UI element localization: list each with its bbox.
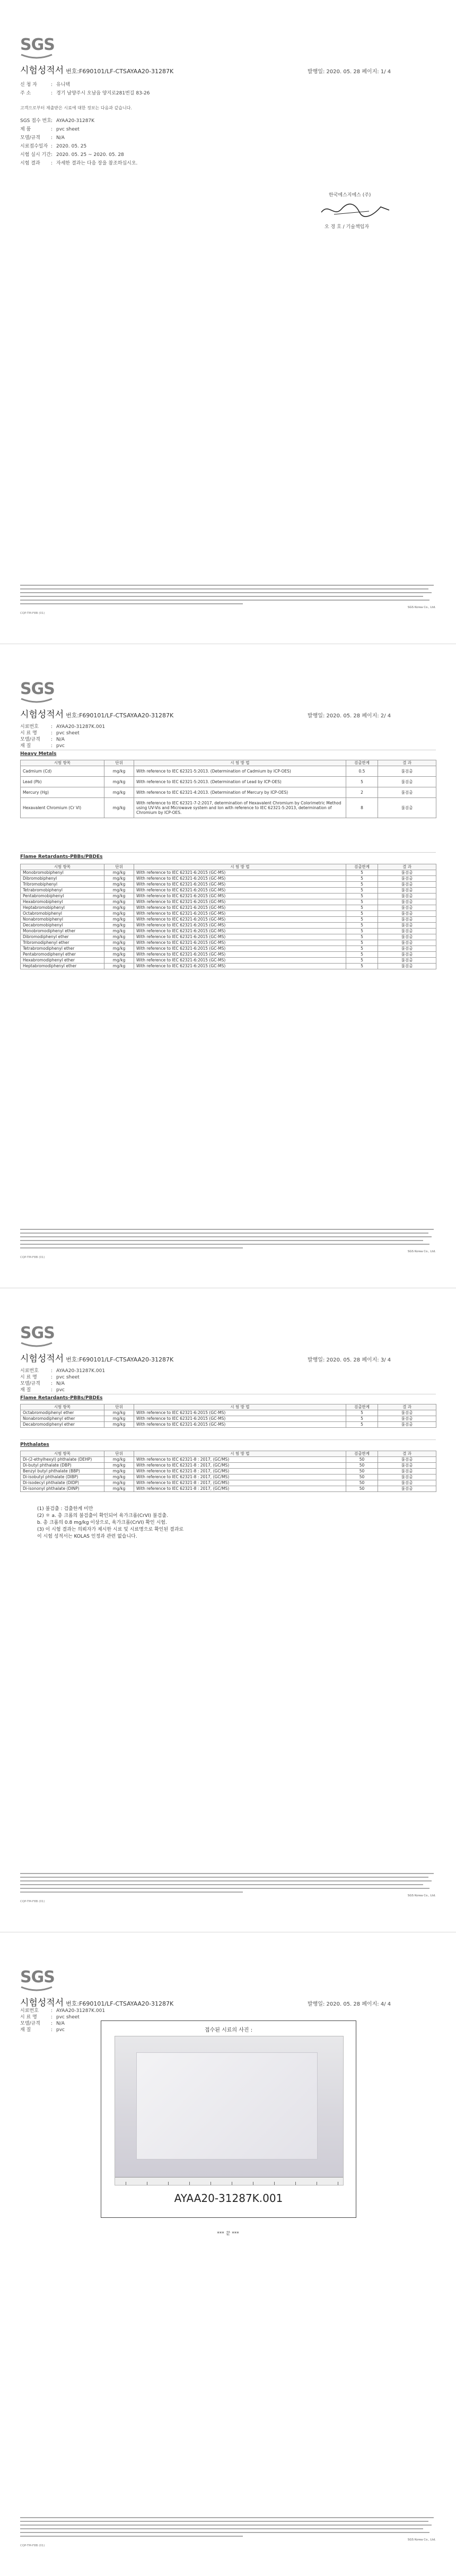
footer-address: SGS Korea Co., Ltd. <box>407 1894 436 1897</box>
pvc-sheet-image <box>136 2052 318 2159</box>
footer-code: CQP-TM-F8B (01) <box>20 1256 45 1259</box>
issue-info: 발행일: 2020. 05. 28 페이지: 1/ 4 <box>308 69 391 75</box>
table-row: Cadmium (Cd) mg/kg With reference to IEC 62321-5:2013. (Determination of Cadmium by ICP-OES) 0.5 불검출 <box>21 766 436 777</box>
table-row: Hexabromodiphenyl ether mg/kg With reference to IEC 62321-6:2015 (GC-MS) 5 불검출 <box>21 958 436 964</box>
table-row: Decabromodiphenyl ether mg/kg With reference to IEC 62321-6:2015 (GC-MS) 5 불검출 <box>21 1422 436 1428</box>
page-title: 시험성적서 번호:F690101/LF-CTSAYAA20-31287K <box>20 709 174 720</box>
table-header-row: 시험 항목 단위 시 험 방 법 검출한계 결 과 <box>21 864 436 870</box>
field-sample-name: 시 료 명 : pvc sheet <box>20 2015 80 2020</box>
report-number: 번호:F690101/LF-CTSAYAA20-31287K <box>66 712 174 719</box>
logo-arc-icon <box>20 698 53 703</box>
table-row: Monobromodiphenyl ether mg/kg With reference to IEC 62321-6:2015 (GC-MS) 5 불검출 <box>21 929 436 934</box>
table-row: Di-butyl phthalate (DBP) mg/kg With reference to IEC 62321-8 : 2017, (GC/MS) 50 불검출 <box>21 1463 436 1469</box>
note-line: (1) 불검출 : 검출한계 미만 <box>37 1506 93 1512</box>
photo-title: 접수된 시료의 사진 : <box>204 2027 253 2033</box>
field-applicant: 신 청 자 : 유니텍 <box>20 82 71 88</box>
logo-text: SGS <box>20 1324 55 1342</box>
table-row: Pentabromobiphenyl mg/kg With reference to IEC 62321-6:2015 (GC-MS) 5 불검출 <box>21 894 436 899</box>
table-row: Heptabromobiphenyl mg/kg With reference to IEC 62321-6:2015 (GC-MS) 5 불검출 <box>21 905 436 911</box>
flame-retardants-table <box>20 864 436 969</box>
logo-arc-icon <box>20 54 53 59</box>
logo-text: SGS <box>20 680 55 698</box>
field-sample-no: 시료번호 : AYAA20-31287K.001 <box>20 2008 106 2014</box>
field-test-period: 시험 실시 기간: 2020. 05. 25 ~ 2020. 05. 28 <box>20 152 124 158</box>
logo-text: SGS <box>20 36 55 54</box>
sample-id-caption: AYAA20-31287K.001 <box>174 2192 283 2205</box>
field-model: 모델/규격 : N/A <box>20 135 65 141</box>
page-1 <box>0 0 456 644</box>
footer-code: CQP-TM-F8B (01) <box>20 2544 45 2547</box>
page-3 <box>0 1288 456 1932</box>
table-row: Hexabromobiphenyl mg/kg With reference to IEC 62321-6:2015 (GC-MS) 5 불검출 <box>21 899 436 905</box>
field-sample-no: 시료번호 : AYAA20-31287K.001 <box>20 724 106 730</box>
field-model: 모델/규격 : N/A <box>20 737 65 742</box>
field-product: 제 품 : pvc sheet <box>20 127 80 132</box>
flame-retardants-table-cont <box>20 1404 436 1428</box>
table-row: Nonabromobiphenyl mg/kg With reference to IEC 62321-6:2015 (GC-MS) 5 불검출 <box>21 917 436 923</box>
note-line: (3) 이 시험 결과는 의뢰자가 제시한 시료 및 시료명으로 확인된 결과로 <box>37 1527 184 1532</box>
table-row: Di-isononyl phthalate (DINP) mg/kg With reference to IEC 62321-8 : 2017, (GC/MS) 50 불검출 <box>21 1486 436 1492</box>
heavy-metals-table <box>20 760 436 818</box>
issue-info: 발행일: 2020. 05. 28 페이지: 2/ 4 <box>308 713 391 719</box>
table-row: Hexavalent Chromium (Cr VI) mg/kg With reference to IEC 62321-7-2:2017, determination of Hexavalent Chromium by Colorimetric Method using UV-Vis and Microwave system and Ion with reference to IEC 62321-5:2013, determination of Chromium by ICP-OES. 8 불검출 <box>21 798 436 818</box>
footer-address: SGS Korea Co., Ltd. <box>407 2538 436 2542</box>
footer-address: SGS Korea Co., Ltd. <box>407 1250 436 1253</box>
field-received: 시료접수일자 : 2020. 05. 25 <box>20 144 87 149</box>
field-result: 시험 결과 : 자세한 결과는 다음 장을 참조하십시오. <box>20 161 138 166</box>
signer-name: 오 경 호 / 기술책임자 <box>325 224 370 230</box>
report-number: 번호:F690101/LF-CTSAYAA20-31287K <box>66 1356 174 1363</box>
table-row: Tribromodiphenyl ether mg/kg With reference to IEC 62321-6:2015 (GC-MS) 5 불검출 <box>21 940 436 946</box>
notice-text: 고객으로부터 제출받은 시료에 대한 정보는 다음과 같습니다. <box>20 106 132 110</box>
table-row: Dibromodiphenyl ether mg/kg With reference to IEC 62321-6:2015 (GC-MS) 5 불검출 <box>21 934 436 940</box>
table-row: Heptabromodiphenyl ether mg/kg With reference to IEC 62321-6:2015 (GC-MS) 5 불검출 <box>21 964 436 969</box>
table-row: Nonabromodiphenyl ether mg/kg With reference to IEC 62321-6:2015 (GC-MS) 5 불검출 <box>21 1416 436 1422</box>
sgs-logo <box>20 37 53 59</box>
table-row: Mercury (Hg) mg/kg With reference to IEC 62321-4:2013. (Determination of Mercury by ICP-OES) 2 불검출 <box>21 787 436 798</box>
table-header-row: 시험 항목 단위 시 험 방 법 검출한계 결 과 <box>21 760 436 766</box>
table-row: Pentabromodiphenyl ether mg/kg With reference to IEC 62321-6:2015 (GC-MS) 5 불검출 <box>21 952 436 958</box>
section-heavy-metals: Heavy Metals <box>20 751 57 757</box>
table-row: Tetrabromobiphenyl mg/kg With reference to IEC 62321-6:2015 (GC-MS) 5 불검출 <box>21 888 436 894</box>
table-row: Dibromobiphenyl mg/kg With reference to IEC 62321-6:2015 (GC-MS) 5 불검출 <box>21 876 436 882</box>
footer-address: SGS Korea Co., Ltd. <box>407 606 436 609</box>
logo-arc-icon <box>20 1342 53 1347</box>
table-row: Benzyl butyl phthalate (BBP) mg/kg With reference to IEC 62321-8 : 2017, (GC/MS) 50 불검출 <box>21 1469 436 1475</box>
table-row: Di-isodecyl phthalate (DIDP) mg/kg With reference to IEC 62321-8 : 2017, (GC/MS) 50 불검출 <box>21 1480 436 1486</box>
issue-info: 발행일: 2020. 05. 28 페이지: 4/ 4 <box>308 2001 391 2007</box>
page-2 <box>0 644 456 1288</box>
logo-text: SGS <box>20 1968 55 1987</box>
page-title: 시험성적서 번호:F690101/LF-CTSAYAA20-31287K <box>20 1998 174 2008</box>
field-sample-name: 시 료 명 : pvc sheet <box>20 731 80 736</box>
field-sample-no: 시료번호 : AYAA20-31287K.001 <box>20 1368 106 1374</box>
issue-info: 발행일: 2020. 05. 28 페이지: 3/ 4 <box>308 1357 391 1363</box>
field-model: 모델/규격 : N/A <box>20 1381 65 1386</box>
field-address: 주 소 : 경기 남양주시 오남읍 양지로281번길 83-26 <box>20 91 150 96</box>
field-sample-name: 시 료 명 : pvc sheet <box>20 1375 80 1380</box>
table-row: Tetrabromodiphenyl ether mg/kg With reference to IEC 62321-6:2015 (GC-MS) 5 불검출 <box>21 946 436 952</box>
logo-arc-icon <box>20 1986 53 1991</box>
table-row: Octabromobiphenyl mg/kg With reference to IEC 62321-6:2015 (GC-MS) 5 불검출 <box>21 911 436 917</box>
sample-photo-frame <box>101 2020 356 2218</box>
field-material: 재 질 : pvc <box>20 743 65 749</box>
table-header-row: 시험 항목 단위 시 험 방 법 검출한계 결 과 <box>21 1404 436 1410</box>
end-mark: *** 끝 *** <box>217 2231 239 2236</box>
field-material: 재 질 : pvc <box>20 1387 65 1393</box>
phthalates-table <box>20 1451 436 1492</box>
sgs-logo <box>20 1325 53 1347</box>
section-flame-retardants: Flame Retardants-PBBs/PBDEs <box>20 854 103 860</box>
page-title: 시험성적서 번호:F690101/LF-CTSAYAA20-31287K <box>20 1354 174 1364</box>
sgs-logo <box>20 681 53 703</box>
legal-footer <box>20 1872 436 1904</box>
note-line: (2) ＊ a. 총 크롬의 불검출이 확인되어 육가크롬(CrVI) 불검출. <box>37 1513 168 1519</box>
report-number: 번호:F690101/LF-CTSAYAA20-31287K <box>66 68 174 75</box>
legal-footer <box>20 1228 436 1260</box>
table-row: Octabromodiphenyl ether mg/kg With reference to IEC 62321-6:2015 (GC-MS) 5 불검출 <box>21 1410 436 1416</box>
notes-block <box>37 1506 183 1540</box>
sgs-logo <box>20 1970 53 1991</box>
ruler-image <box>115 2177 343 2185</box>
table-header-row: 시험 항목 단위 시 험 방 법 검출한계 결 과 <box>21 1451 436 1457</box>
footer-code: CQP-TM-F8B (01) <box>20 612 45 615</box>
signer-org: 한국에스지에스 (주) <box>329 193 371 198</box>
section-flame-retardants: Flame Retardants-PBBs/PBDEs <box>20 1395 103 1401</box>
field-sgs-number: SGS 접수 번호: AYAA20-31287K <box>20 118 95 124</box>
table-row: Lead (Pb) mg/kg With reference to IEC 62321-5:2013. (Determination of Lead by ICP-OES) 5 불검출 <box>21 777 436 787</box>
table-row: Di-(2-ethylhexyl) phthalate (DEHP) mg/kg With reference to IEC 62321-8 : 2017, (GC/MS) 50 불검출 <box>21 1457 436 1463</box>
section-phthalates: Phthalates <box>20 1442 49 1447</box>
footer-code: CQP-TM-F8B (01) <box>20 1900 45 1903</box>
field-model: 모델/규격 : N/A <box>20 2021 65 2026</box>
signature-icon <box>318 200 392 221</box>
table-row: Decabromobiphenyl mg/kg With reference to IEC 62321-6:2015 (GC-MS) 5 불검출 <box>21 923 436 929</box>
legal-footer <box>20 2516 436 2548</box>
table-row: Di-isobutyl phthalate (DIBP) mg/kg With reference to IEC 62321-8 : 2017, (GC/MS) 50 불검출 <box>21 1475 436 1480</box>
sample-photo <box>115 2036 344 2185</box>
note-line: b. 총 크롬의 0.8 mg/kg 이상으로, 육가크롬(CrVI) 확인 시험. <box>37 1520 167 1525</box>
field-material: 재 질 : pvc <box>20 2027 65 2033</box>
table-row: Tribromobiphenyl mg/kg With reference to IEC 62321-6:2015 (GC-MS) 5 불검출 <box>21 882 436 888</box>
report-number: 번호:F690101/LF-CTSAYAA20-31287K <box>66 2000 174 2007</box>
table-row: Monobromobiphenyl mg/kg With reference to IEC 62321-6:2015 (GC-MS) 5 불검출 <box>21 870 436 876</box>
page-title: 시험성적서 번호:F690101/LF-CTSAYAA20-31287K <box>20 65 174 76</box>
note-line: 이 시험 성적서는 KOLAS 인정과 관련 없습니다. <box>37 1534 137 1539</box>
legal-footer <box>20 584 436 615</box>
